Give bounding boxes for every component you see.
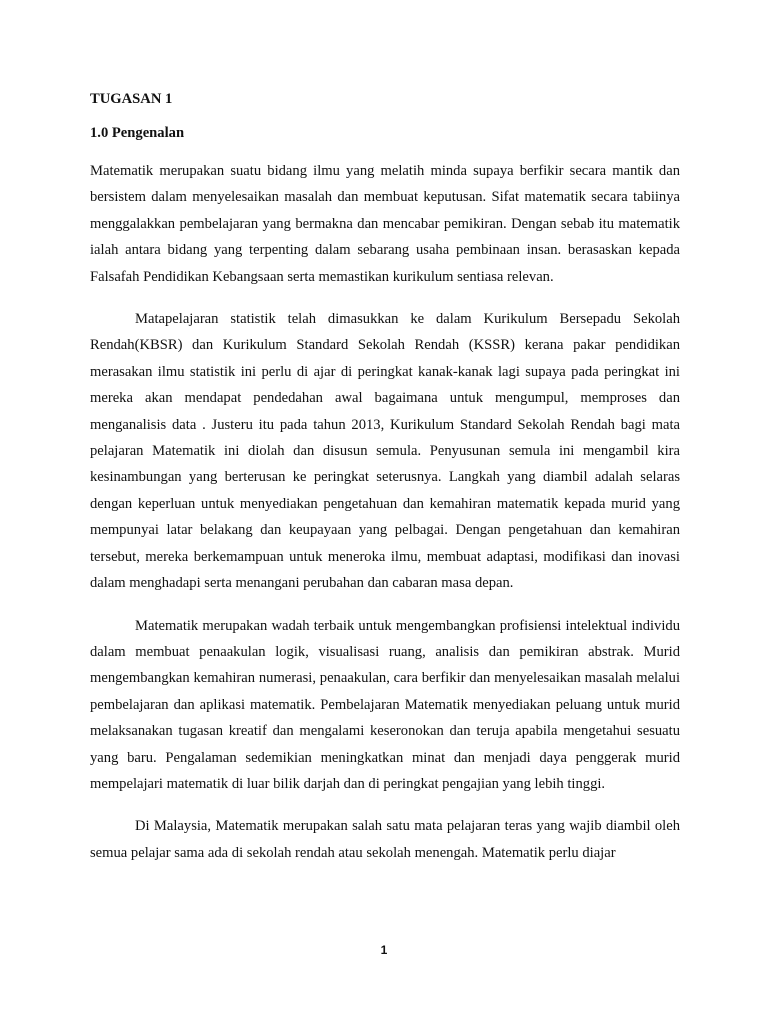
page-content [90,88,680,882]
section-heading: 1.0 Pengenalan [90,125,185,141]
paragraph-4: Di Malaysia, Matematik merupakan salah satu mata pelajaran teras yang wajib diambil oleh semua pelajar sama ada di sekolah rendah atau sekolah menengah. Matematik perlu diajar [90,818,680,861]
paragraph-1: Matematik merupakan suatu bidang ilmu yang melatih minda supaya berfikir secara mantik dan bersistem dalam menyelesaikan masalah dan membuat keputusan. Sifat matematik secara tabiinya menggalakkan pembelajaran yang bermakna dan mencabar pemikiran. Dengan sebab itu matematik ialah antara bidang yang terpenting dalam sebarang usaha pembinaan insan. berasaskan kepada Falsafah Pendidikan Kebangsaan serta memastikan kurikulum sentiasa relevan. [90,163,680,285]
paragraph-3: Matematik merupakan wadah terbaik untuk mengembangkan profisiensi intelektual individu dalam membuat penaakulan logik, visualisasi ruang, analisis dan pemikiran abstrak. Murid mengembangkan kemahiran numerasi, penaakulan, cara berfikir dan menyelesaikan masalah melalui pembelajaran dan aplikasi matematik. Pembelajaran Matematik menyediakan peluang untuk murid melaksanakan tugasan kreatif dan mengalami keseronokan dan teruja apabila mengetahui sesuatu yang baru. Pengalaman sedemikian meningkatkan minat dan menjadi daya penggerak murid mempelajari matematik di luar bilik darjah dan di peringkat pengajian yang lebih tinggi. [90,617,680,792]
document-title: TUGASAN 1 [90,91,173,107]
page-number: 1 [380,943,388,957]
paragraph-2: Matapelajaran statistik telah dimasukkan ke dalam Kurikulum Bersepadu Sekolah Rendah(KBSR) dan Kurikulum Standard Sekolah Rendah (KSSR) kerana pakar pendidikan merasakan ilmu statistik ini perlu di ajar di peringkat kanak-kanak lagi supaya pada peringkat ini mereka akan mendapat pendedahan awal bagaimana untuk mengumpul, memproses dan menganalisis data . Justeru itu pada tahun 2013, Kurikulum Standard Sekolah Rendah bagi mata pelajaran Matematik ini diolah dan disusun semula. Penyusunan semula ini mengambil kira kesinambungan yang berterusan ke peringkat seterusnya. Langkah yang diambil adalah selaras dengan keperluan untuk menyediakan pengetahuan dan kemahiran matematik kepada murid yang mempunyai latar belakang dan keupayaan yang pelbagai. Dengan pengetahuan dan kemahiran tersebut, mereka berkemampuan untuk meneroka ilmu, membuat adaptasi, modifikasi dan inovasi dalam menghadapi serta menangani perubahan dan cabaran masa depan. [90,311,680,592]
